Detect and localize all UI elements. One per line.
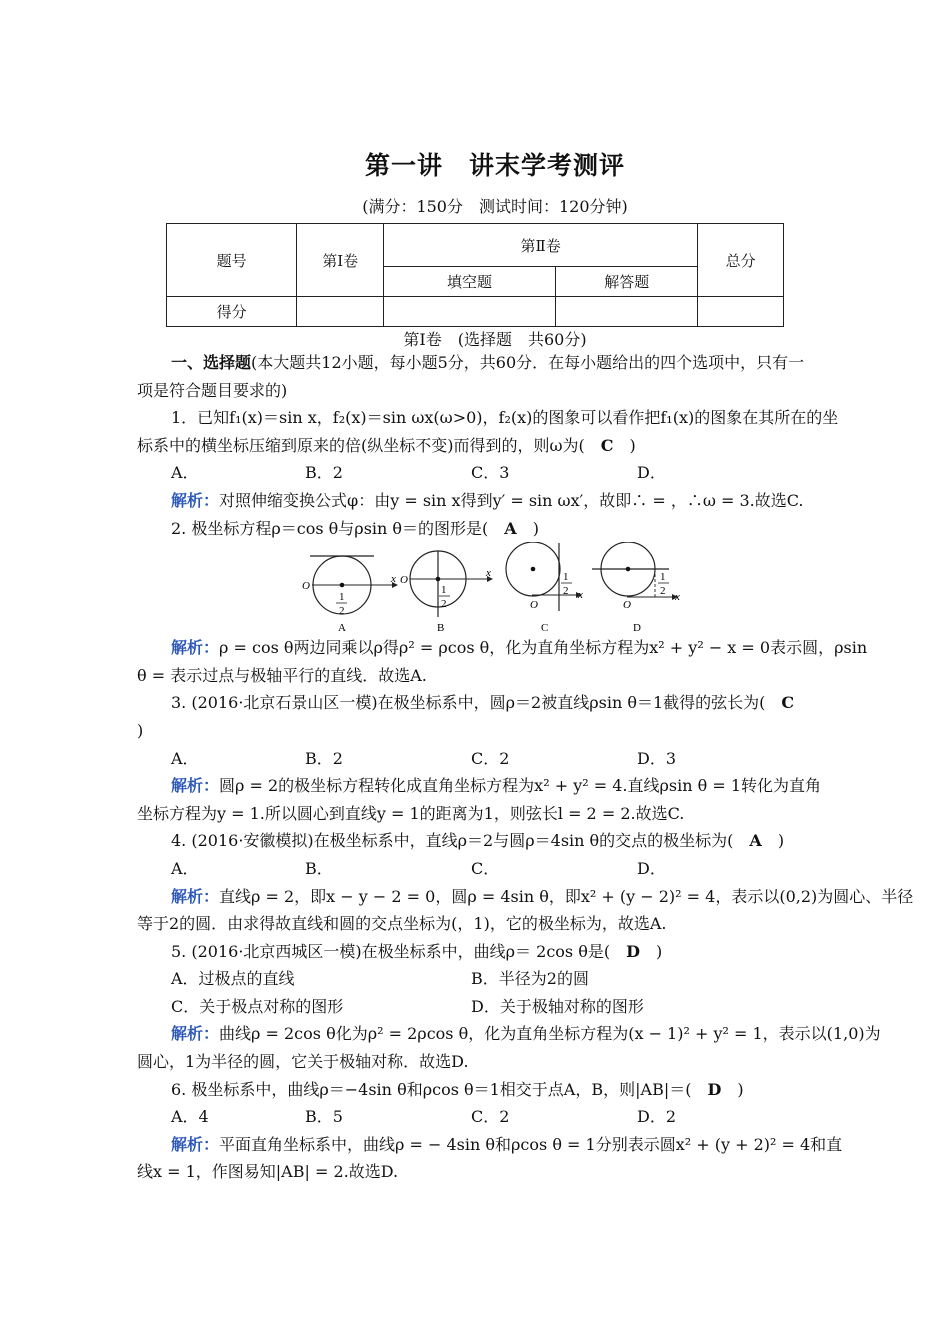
analysis-1 bbox=[137, 487, 815, 515]
score-cell bbox=[556, 297, 698, 327]
analysis-text: 曲线ρ = 2cos θ化为ρ² = 2ρcos θ，化为直角坐标方程为(x − 1)² + y² = 1，表示以(1,0)为 bbox=[219, 1024, 881, 1044]
option-a: A． bbox=[171, 858, 199, 878]
score-cell bbox=[383, 297, 555, 327]
score-table bbox=[166, 223, 784, 327]
analysis-5-cont: 圆心，1为半径的圆，它关于极轴对称．故选D. bbox=[137, 1052, 469, 1072]
analysis-text: ρ = cos θ两边同乘以ρ得ρ² = ρcos θ，化为直角坐标方程为x² + y² − x = 0表示圆，ρsin bbox=[219, 638, 868, 658]
figure-d bbox=[592, 542, 680, 634]
question-5 bbox=[137, 938, 815, 966]
analysis-6-cont: 线x = 1，作图易知|AB| = 2.故选D. bbox=[137, 1162, 399, 1182]
option-b: B．2 bbox=[305, 748, 343, 768]
question-text: 2. 极坐标方程ρ＝cos θ与ρsin θ＝的图形是( bbox=[171, 518, 505, 538]
fraction-den: 2 bbox=[441, 598, 447, 611]
option-d: D．3 bbox=[637, 748, 677, 768]
figure-label: C bbox=[541, 622, 549, 635]
analysis-label: 解析： bbox=[171, 490, 220, 510]
polar-figures bbox=[137, 542, 815, 634]
question-3-cont: ) bbox=[137, 720, 144, 740]
page-title: 第一讲 讲末学考测评 bbox=[364, 151, 625, 180]
analysis-2 bbox=[137, 634, 868, 662]
option-d: D． bbox=[637, 858, 666, 878]
options-row bbox=[137, 855, 815, 883]
header-answer: 解答题 bbox=[556, 267, 698, 297]
analysis-2-cont: θ = 表示过点与极轴平行的直线．故选A. bbox=[137, 665, 427, 685]
analysis-3 bbox=[137, 772, 822, 800]
option-a: A． bbox=[171, 748, 199, 768]
analysis-label: 解析： bbox=[171, 1134, 220, 1154]
options-row bbox=[137, 745, 815, 773]
option-a: A．过极点的直线 bbox=[171, 969, 295, 989]
option-d: D．2 bbox=[637, 1107, 677, 1127]
question-close: ) bbox=[613, 435, 636, 455]
option-b: B．半径为2的圆 bbox=[471, 969, 589, 989]
question-close: ) bbox=[761, 831, 785, 851]
analysis-text: 圆ρ = 2的极坐标方程转化成直角坐标方程为x² + y² = 4.直线ρsin θ = 1转化为直角 bbox=[219, 776, 822, 796]
row-score-label: 得分 bbox=[167, 297, 297, 327]
question-text: 标系中的横坐标压缩到原来的倍(纵坐标不变)而得到的，则ω为( bbox=[137, 435, 601, 455]
part-intro-cont: 项是符合题目要求的) bbox=[137, 380, 288, 400]
answer-mark: D bbox=[707, 1079, 722, 1099]
options-row bbox=[137, 459, 815, 487]
header-vol1: 第Ⅰ卷 bbox=[297, 224, 384, 297]
axis-label: x bbox=[675, 591, 680, 604]
analysis-6 bbox=[137, 1131, 843, 1159]
option-d: D．关于极轴对称的图形 bbox=[471, 996, 644, 1016]
option-a: A． bbox=[171, 463, 199, 483]
figure-label: A bbox=[338, 622, 346, 635]
analysis-label: 解析： bbox=[171, 638, 220, 658]
origin-label: O bbox=[400, 574, 408, 587]
question-2 bbox=[137, 515, 815, 543]
axis-label: x bbox=[578, 589, 583, 602]
question-6 bbox=[137, 1076, 815, 1104]
analysis-4-cont: 等于2的圆．由求得故直线和圆的交点坐标为(，1)，它的极坐标为，故选A. bbox=[137, 914, 667, 934]
question-close: ) bbox=[721, 1079, 744, 1099]
fraction-num: 1 bbox=[563, 571, 569, 584]
question-text: 5. (2016·北京西城区一模)在极坐标系中，曲线ρ＝ 2cos θ是( bbox=[171, 941, 627, 961]
origin-label: O bbox=[623, 599, 631, 612]
option-figures bbox=[137, 542, 815, 634]
origin-label: O bbox=[530, 599, 538, 612]
score-cell bbox=[297, 297, 384, 327]
origin-label: O bbox=[302, 580, 310, 593]
option-b: B．2 bbox=[305, 463, 343, 483]
section-heading: 第Ⅰ卷 (选择题 共60分) bbox=[403, 330, 587, 349]
question-text: 4. (2016·安徽模拟)在极坐标系中，直线ρ＝2与圆ρ＝4sin θ的交点的极坐标为( bbox=[171, 831, 750, 851]
analysis-label: 解析： bbox=[171, 776, 220, 796]
header-vol2: 第Ⅱ卷 bbox=[383, 224, 697, 267]
figure-b bbox=[400, 551, 492, 634]
option-b: B． bbox=[305, 858, 333, 878]
question-4 bbox=[137, 827, 815, 855]
figure-c bbox=[506, 542, 583, 634]
analysis-5 bbox=[137, 1020, 881, 1048]
option-d: D． bbox=[637, 463, 666, 483]
figure-label: B bbox=[437, 622, 445, 635]
option-c: C． bbox=[471, 858, 500, 878]
question-close: ) bbox=[639, 941, 663, 961]
part-text: (本大题共12小题，每小题5分，共60分．在每小题给出的四个选项中，只有一 bbox=[251, 353, 805, 372]
answer-mark: C bbox=[781, 693, 795, 713]
analysis-label: 解析： bbox=[171, 1024, 220, 1044]
fraction-den: 2 bbox=[563, 585, 569, 598]
figure-a bbox=[302, 556, 397, 634]
option-c: C．3 bbox=[471, 463, 510, 483]
part-intro bbox=[137, 349, 815, 377]
fraction-num: 1 bbox=[441, 584, 447, 597]
answer-mark: A bbox=[504, 518, 517, 538]
option-c: C．2 bbox=[471, 748, 510, 768]
question-1-cont bbox=[137, 432, 815, 460]
fraction-den: 2 bbox=[339, 605, 345, 618]
header-fill: 填空题 bbox=[383, 267, 555, 297]
fraction-den: 2 bbox=[660, 585, 666, 598]
answer-mark: A bbox=[749, 831, 762, 851]
question-list bbox=[137, 349, 914, 1186]
question-1: 1．已知f₁(x)＝sin x，f₂(x)＝sin ωx(ω>0)，f₂(x)的图象可以看作把f₁(x)的图象在其所在的坐 bbox=[171, 408, 839, 428]
answer-mark: C bbox=[600, 435, 614, 455]
question-3 bbox=[137, 689, 815, 717]
option-c: C．关于极点对称的图形 bbox=[171, 996, 344, 1016]
analysis-text: 对照伸缩变换公式φ：由y = sin x得到y′ = sin ωx′，故即∴ = ，∴ω = 3.故选C. bbox=[219, 490, 804, 510]
options-row bbox=[137, 1103, 815, 1131]
options-row bbox=[137, 965, 815, 993]
analysis-text: 直线ρ = 2，即x − y − 2 = 0，圆ρ = 4sin θ，即x² + (y − 2)² = 4，表示以(0,2)为圆心、半径 bbox=[219, 886, 914, 906]
analysis-text: 平面直角坐标系中，曲线ρ = − 4sin θ和ρcos θ = 1分别表示圆x² + (y + 2)² = 4和直 bbox=[219, 1134, 843, 1154]
question-text: 6. 极坐标系中，曲线ρ＝−4sin θ和ρcos θ＝1相交于点A，B，则|AB|＝( bbox=[171, 1079, 708, 1099]
header-tihao: 题号 bbox=[167, 224, 297, 297]
question-close: ) bbox=[516, 518, 539, 538]
fraction-num: 1 bbox=[660, 571, 666, 584]
analysis-3-cont: 坐标方程为y = 1.所以圆心到直线y = 1的距离为1，则弦长l = 2 = 2.故选C. bbox=[137, 803, 685, 823]
figure-label: D bbox=[633, 622, 641, 635]
option-b: B．5 bbox=[305, 1107, 343, 1127]
axis-label: x bbox=[486, 567, 491, 580]
analysis-label: 解析： bbox=[171, 886, 220, 906]
axis-label: x bbox=[391, 573, 396, 586]
exam-info: (满分：150分 测试时间：120分钟) bbox=[362, 197, 628, 216]
option-a: A．4 bbox=[171, 1107, 209, 1127]
score-cell bbox=[698, 297, 784, 327]
option-c: C．2 bbox=[471, 1107, 510, 1127]
answer-mark: D bbox=[626, 941, 640, 961]
fraction-num: 1 bbox=[339, 591, 345, 604]
part-label: 一、选择题 bbox=[171, 353, 252, 372]
options-row bbox=[137, 993, 815, 1021]
analysis-4 bbox=[137, 883, 914, 911]
question-text: 3. (2016·北京石景山区一模)在极坐标系中，圆ρ＝2被直线ρsin θ＝1截得的弦长为( bbox=[171, 693, 782, 713]
header-total: 总分 bbox=[698, 224, 784, 297]
